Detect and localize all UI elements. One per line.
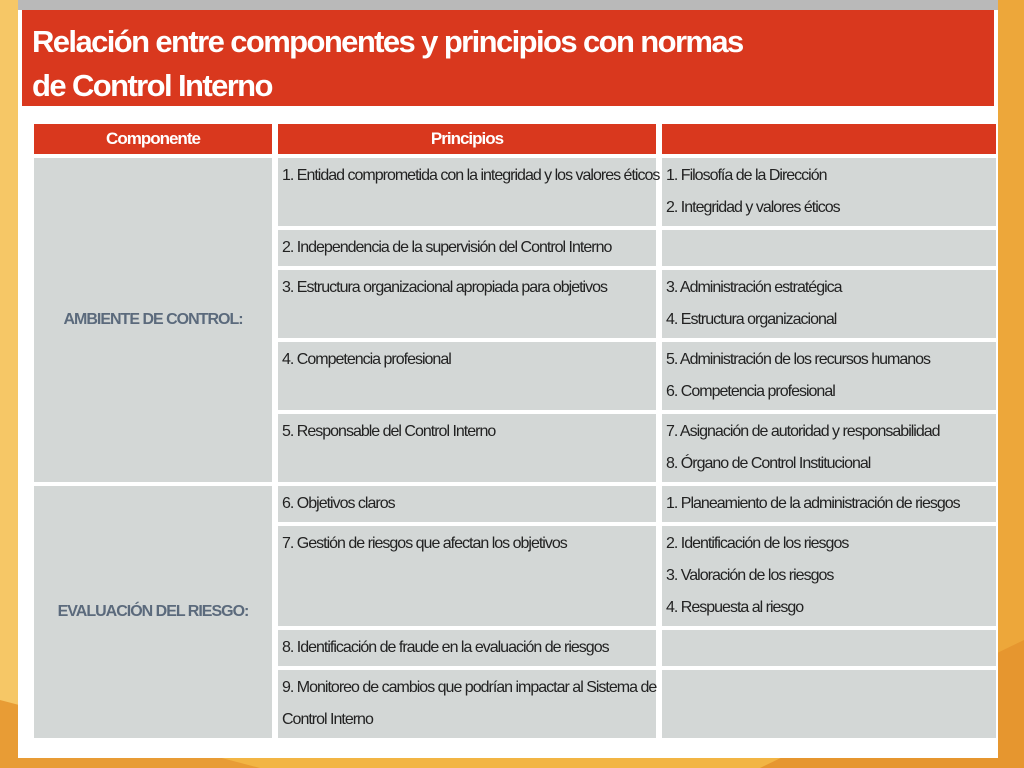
norm-text: 1. Planeamiento de la administración de riesgos xyxy=(666,495,960,512)
principle-text: 3. Estructura organizacional apropiada para objetivos xyxy=(282,279,608,296)
principle-cell xyxy=(278,414,656,482)
principle-cell xyxy=(278,486,656,522)
title-line-2: de Control Interno xyxy=(32,68,272,103)
principle-cell xyxy=(278,230,656,266)
component-cell: EVALUACIÓN DEL RIESGO: xyxy=(34,486,272,738)
principle-text: 4. Competencia profesional xyxy=(282,351,451,368)
principle-cell xyxy=(278,342,656,410)
norm-text: 2. Integridad y valores éticos xyxy=(666,199,840,216)
header-component: Componente xyxy=(34,124,272,154)
header-principles: Principios xyxy=(278,124,656,154)
principle-text: 6. Objetivos claros xyxy=(282,495,395,512)
norms-cell xyxy=(662,414,996,482)
principle-text: 5. Responsable del Control Interno xyxy=(282,423,496,440)
principle-text: 1. Entidad comprometida con la integridad y los valores éticos xyxy=(282,167,660,184)
principle-text: Control Interno xyxy=(282,711,373,728)
norms-cell xyxy=(662,630,996,666)
page-title xyxy=(32,20,982,108)
norms-cell xyxy=(662,342,996,410)
norm-text: 7. Asignación de autoridad y responsabilidad xyxy=(666,423,940,440)
principle-cell xyxy=(278,630,656,666)
table-header-row xyxy=(34,124,996,154)
norms-cell xyxy=(662,230,996,266)
component-cell: AMBIENTE DE CONTROL: xyxy=(34,158,272,482)
norm-text: 1. Filosofía de la Dirección xyxy=(666,167,827,184)
norm-text: 3. Administración estratégica xyxy=(666,279,842,296)
principle-text: 2. Independencia de la supervisión del Control Interno xyxy=(282,239,612,256)
norms-cell xyxy=(662,486,996,522)
norms-cell xyxy=(662,158,996,226)
norm-text: 6. Competencia profesional xyxy=(666,383,835,400)
norm-text: 2. Identificación de los riesgos xyxy=(666,535,849,552)
title-banner xyxy=(22,10,994,106)
principle-text: 7. Gestión de riesgos que afectan los objetivos xyxy=(282,535,567,552)
components-table xyxy=(28,120,1002,742)
norms-cell xyxy=(662,670,996,738)
principle-cell xyxy=(278,270,656,338)
norm-text: 4. Respuesta al riesgo xyxy=(666,599,804,616)
top-strip xyxy=(18,0,998,10)
norm-text: 5. Administración de los recursos humanos xyxy=(666,351,931,368)
table-row xyxy=(34,158,996,226)
header-norms xyxy=(662,124,996,154)
norm-text: 8. Órgano de Control Institucional xyxy=(666,455,871,472)
norms-cell xyxy=(662,526,996,626)
principle-cell xyxy=(278,670,656,738)
principle-text: 8. Identificación de fraude en la evaluación de riesgos xyxy=(282,639,609,656)
principle-cell xyxy=(278,158,660,226)
norm-text: 3. Valoración de los riesgos xyxy=(666,567,834,584)
principle-cell xyxy=(278,526,656,626)
table-row xyxy=(34,486,996,522)
norm-text: 4. Estructura organizacional xyxy=(666,311,837,328)
title-line-1: Relación entre componentes y principios con normas xyxy=(32,24,743,59)
norms-cell xyxy=(662,270,996,338)
principle-text: 9. Monitoreo de cambios que podrían impactar al Sistema de xyxy=(282,679,657,696)
slide-content xyxy=(18,0,998,758)
